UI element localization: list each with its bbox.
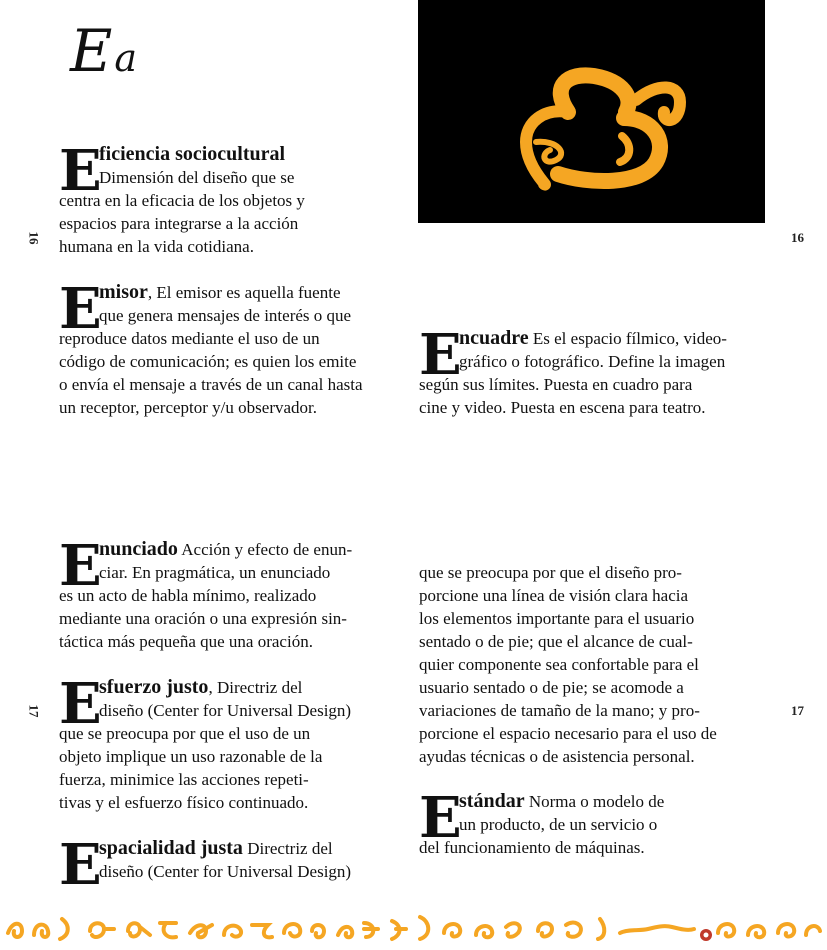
entry-line: un producto, de un servicio o [459, 815, 658, 834]
entry-term: ncuadre [459, 327, 529, 349]
page-number-left-bottom: 17 [26, 704, 42, 718]
entry-enunciado [59, 533, 409, 653]
heading-letter-e: E [70, 17, 113, 85]
entry-line: porcione una línea de visión clara hacia [419, 586, 689, 605]
entry-line: variaciones de tamaño de la mano; y pro- [419, 701, 700, 720]
entry-line: cine y video. Puesta en escena para teatro. [419, 398, 706, 417]
entry-line: centra en la eficacia de los objetos y [59, 191, 305, 210]
entry-continuation [419, 561, 779, 768]
entry-line: táctica más pequeña que una oración. [59, 632, 313, 651]
heading-letter-a: a [114, 36, 137, 80]
entry-line: humana en la vida cotidiana. [59, 237, 254, 256]
entry-line: del funcionamiento de máquinas. [419, 838, 645, 857]
dropcap: E [59, 138, 102, 204]
entry-first-line: Directriz del [242, 839, 333, 858]
section-heading-glyph [70, 17, 137, 85]
entry-estandar [419, 785, 779, 859]
entry-line: gráfico o fotográfico. Define la imagen [459, 352, 726, 371]
entry-line: código de comunicación; es quien los emite [59, 352, 357, 371]
entry-line: espacios para integrarse a la acción [59, 214, 299, 233]
entry-line: diseño (Center for Universal Design) [99, 862, 352, 881]
entry-line: usuario sentado o de pie; se acomode a [419, 678, 684, 697]
entry-line: Dimensión del diseño que se [99, 168, 295, 187]
entry-first-line: Norma o modelo de [524, 792, 665, 811]
entry-first-line: Es el espacio fílmico, video- [528, 329, 727, 348]
dropcap: E [419, 322, 462, 388]
entry-line: ciar. En pragmática, un enunciado [99, 563, 331, 582]
entry-line: que se preocupa por que el diseño pro- [419, 563, 682, 582]
dropcap: E [59, 276, 102, 342]
dropcap: E [59, 671, 102, 737]
entry-first-line: , El emisor es aquella fuente [147, 283, 341, 302]
entry-line: diseño (Center for Universal Design) [99, 701, 352, 720]
entry-term: misor [99, 281, 148, 303]
entry-line: según sus límites. Puesta en cuadro para [419, 375, 693, 394]
entry-line: o envía el mensaje a través de un canal hasta [59, 375, 363, 394]
entry-term: stándar [459, 790, 525, 812]
entry-esfuerzo-justo [59, 671, 409, 814]
decorative-border [0, 905, 827, 945]
entry-line: quier componente sea confortable para el [419, 655, 699, 674]
calligraphic-e-icon [418, 0, 765, 223]
entry-line: es un acto de habla mínimo, realizado [59, 586, 317, 605]
entry-line: fuerza, minimice las acciones repeti- [59, 770, 309, 789]
calligraphy-photo [418, 0, 765, 223]
page-number-right-bottom: 17 [791, 703, 804, 718]
entry-line: porcione el espacio necesario para el uso de [419, 724, 717, 743]
entry-first-line: Acción y efecto de enun- [177, 540, 353, 559]
entry-line: objeto implique un uso razonable de la [59, 747, 323, 766]
entry-line: que se preocupa por que el uso de un [59, 724, 311, 743]
entry-term: nunciado [99, 538, 178, 560]
calligraphy-border-icon [0, 905, 827, 945]
dropcap: E [419, 785, 462, 851]
entry-term: sfuerzo justo [99, 676, 209, 698]
entry-line: los elementos importante para el usuario [419, 609, 695, 628]
entry-line: mediante una oración o una expresión sin- [59, 609, 347, 628]
page-number-right-top: 16 [791, 230, 804, 245]
dropcap: E [59, 832, 102, 898]
entry-line: tivas y el esfuerzo físico continuado. [59, 793, 309, 812]
entry-line: reproduce datos mediante el uso de un [59, 329, 320, 348]
page-number-left-top: 16 [26, 231, 42, 245]
entry-term: ficiencia sociocultural [99, 143, 286, 165]
entry-line: sentado o de pie; que el alcance de cual- [419, 632, 693, 651]
entry-term: spacialidad justa [99, 837, 243, 859]
dropcap: E [59, 533, 102, 599]
entry-line: un receptor, perceptor y/u observador. [59, 398, 317, 417]
entry-encuadre [419, 322, 779, 419]
entry-line: que genera mensajes de interés o que [99, 306, 352, 325]
entry-espacialidad-justa [59, 832, 409, 898]
entry-emisor [59, 276, 409, 419]
entry-line: ayudas técnicas o de asistencia personal. [419, 747, 695, 766]
entry-first-line: , Directriz del [208, 678, 303, 697]
entry-eficiencia [59, 138, 409, 258]
